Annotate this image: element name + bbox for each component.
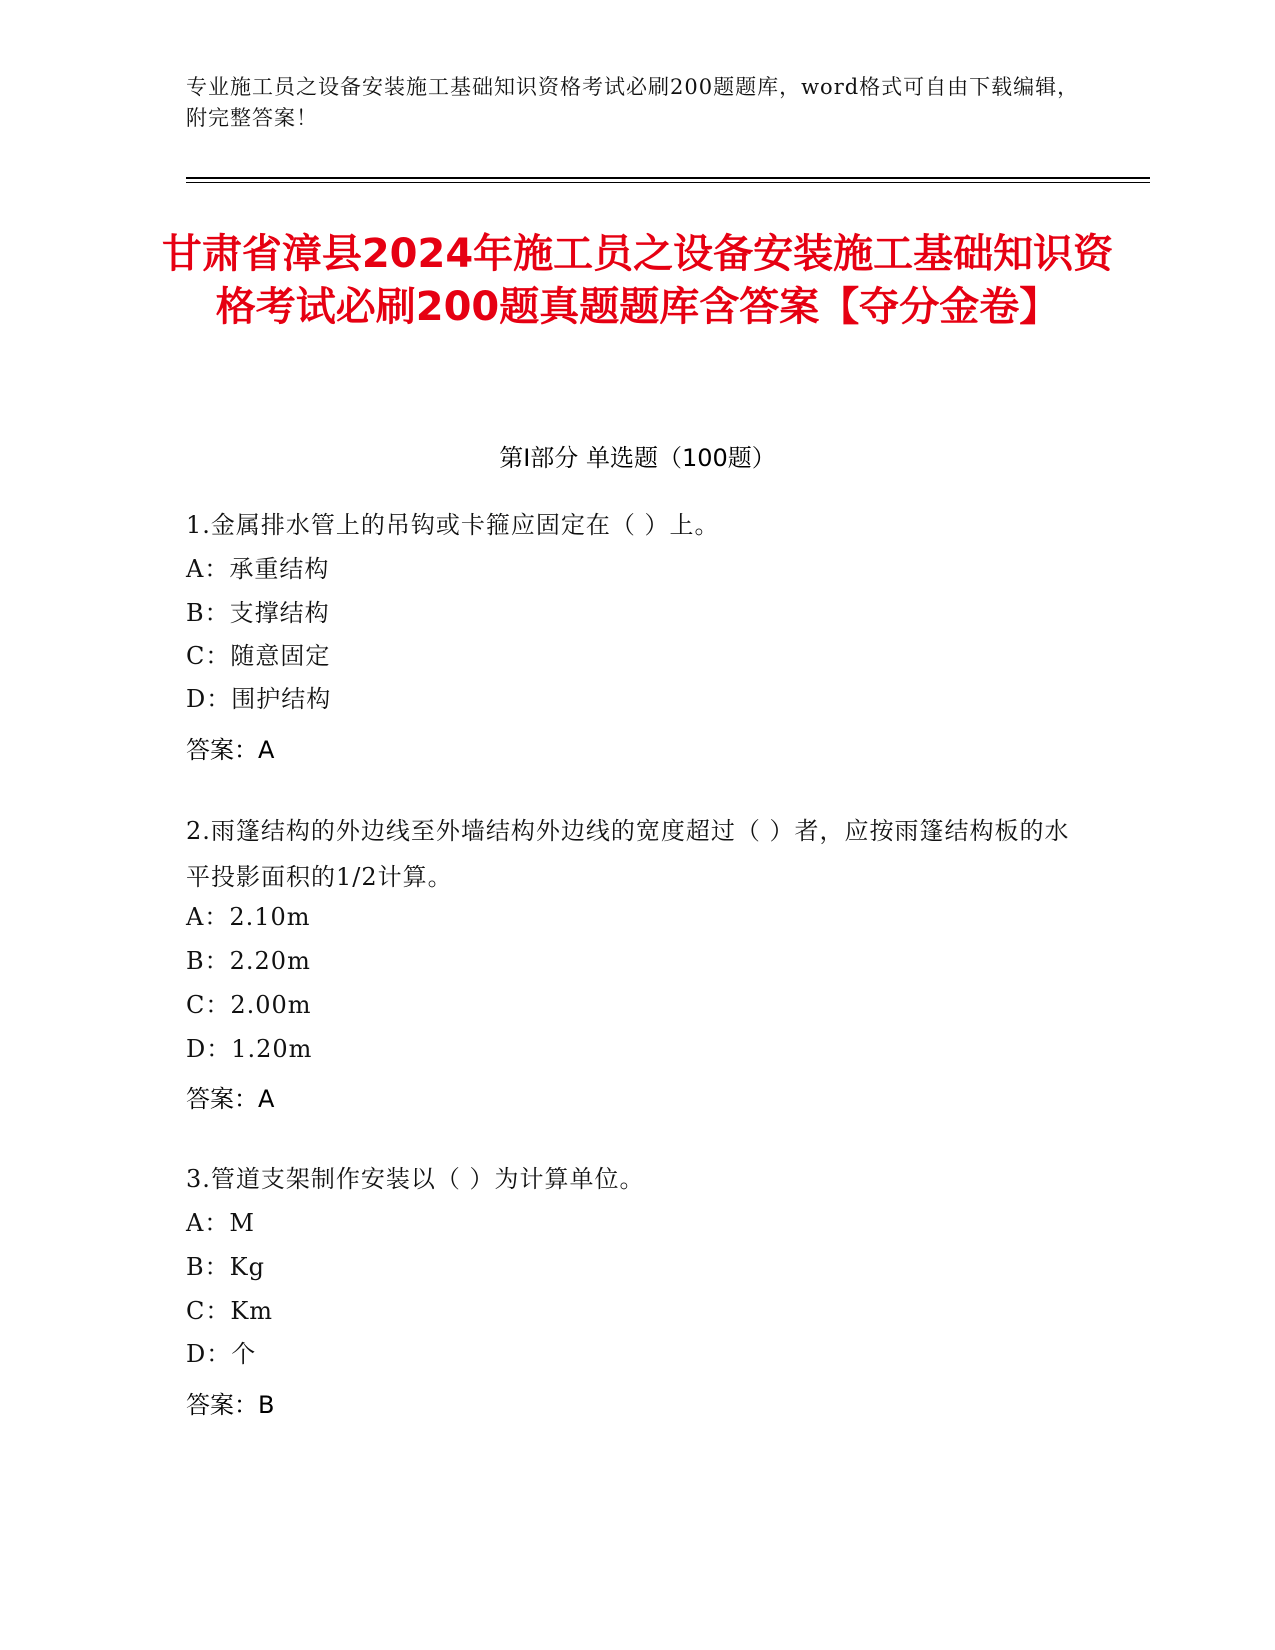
option-b: B：2.20m: [186, 947, 311, 975]
option-b: B：支撑结构: [186, 599, 330, 627]
option-d: D：个: [186, 1340, 257, 1368]
option-d: D：1.20m: [186, 1035, 313, 1063]
header-note: 专业施工员之设备安装施工基础知识资格考试必刷200题题库，word格式可自由下载编辑，附完整答案！: [186, 75, 1080, 130]
section-heading: 第I部分 单选题（100题）: [499, 444, 776, 472]
answer-text: 答案：A: [186, 1085, 275, 1113]
header-rule-thick: [186, 177, 1150, 179]
option-c: C：Km: [186, 1297, 274, 1325]
answer-text: 答案：A: [186, 736, 275, 764]
option-a: A：2.10m: [186, 903, 311, 931]
option-d: D：围护结构: [186, 685, 332, 713]
option-c: C：2.00m: [186, 991, 312, 1019]
question-text: 1.金属排水管上的吊钩或卡箍应固定在（ ）上。: [186, 511, 720, 539]
option-a: A：M: [186, 1209, 255, 1237]
option-c: C：随意固定: [186, 642, 331, 670]
option-a: A：承重结构: [186, 555, 330, 583]
document-title: 甘肃省漳县2024年施工员之设备安装施工基础知识资格考试必刷200题真题题库含答案【夺分金卷】: [161, 231, 1114, 330]
answer-text: 答案：B: [186, 1391, 275, 1419]
question-text: 3.管道支架制作安装以（ ）为计算单位。: [186, 1165, 645, 1193]
question-text: 2.雨篷结构的外边线至外墙结构外边线的宽度超过（ ）者，应按雨篷结构板的水平投影面积的1/2计算。: [186, 817, 1070, 891]
option-b: B：Kg: [186, 1253, 265, 1281]
header-rule-thin: [186, 182, 1150, 183]
